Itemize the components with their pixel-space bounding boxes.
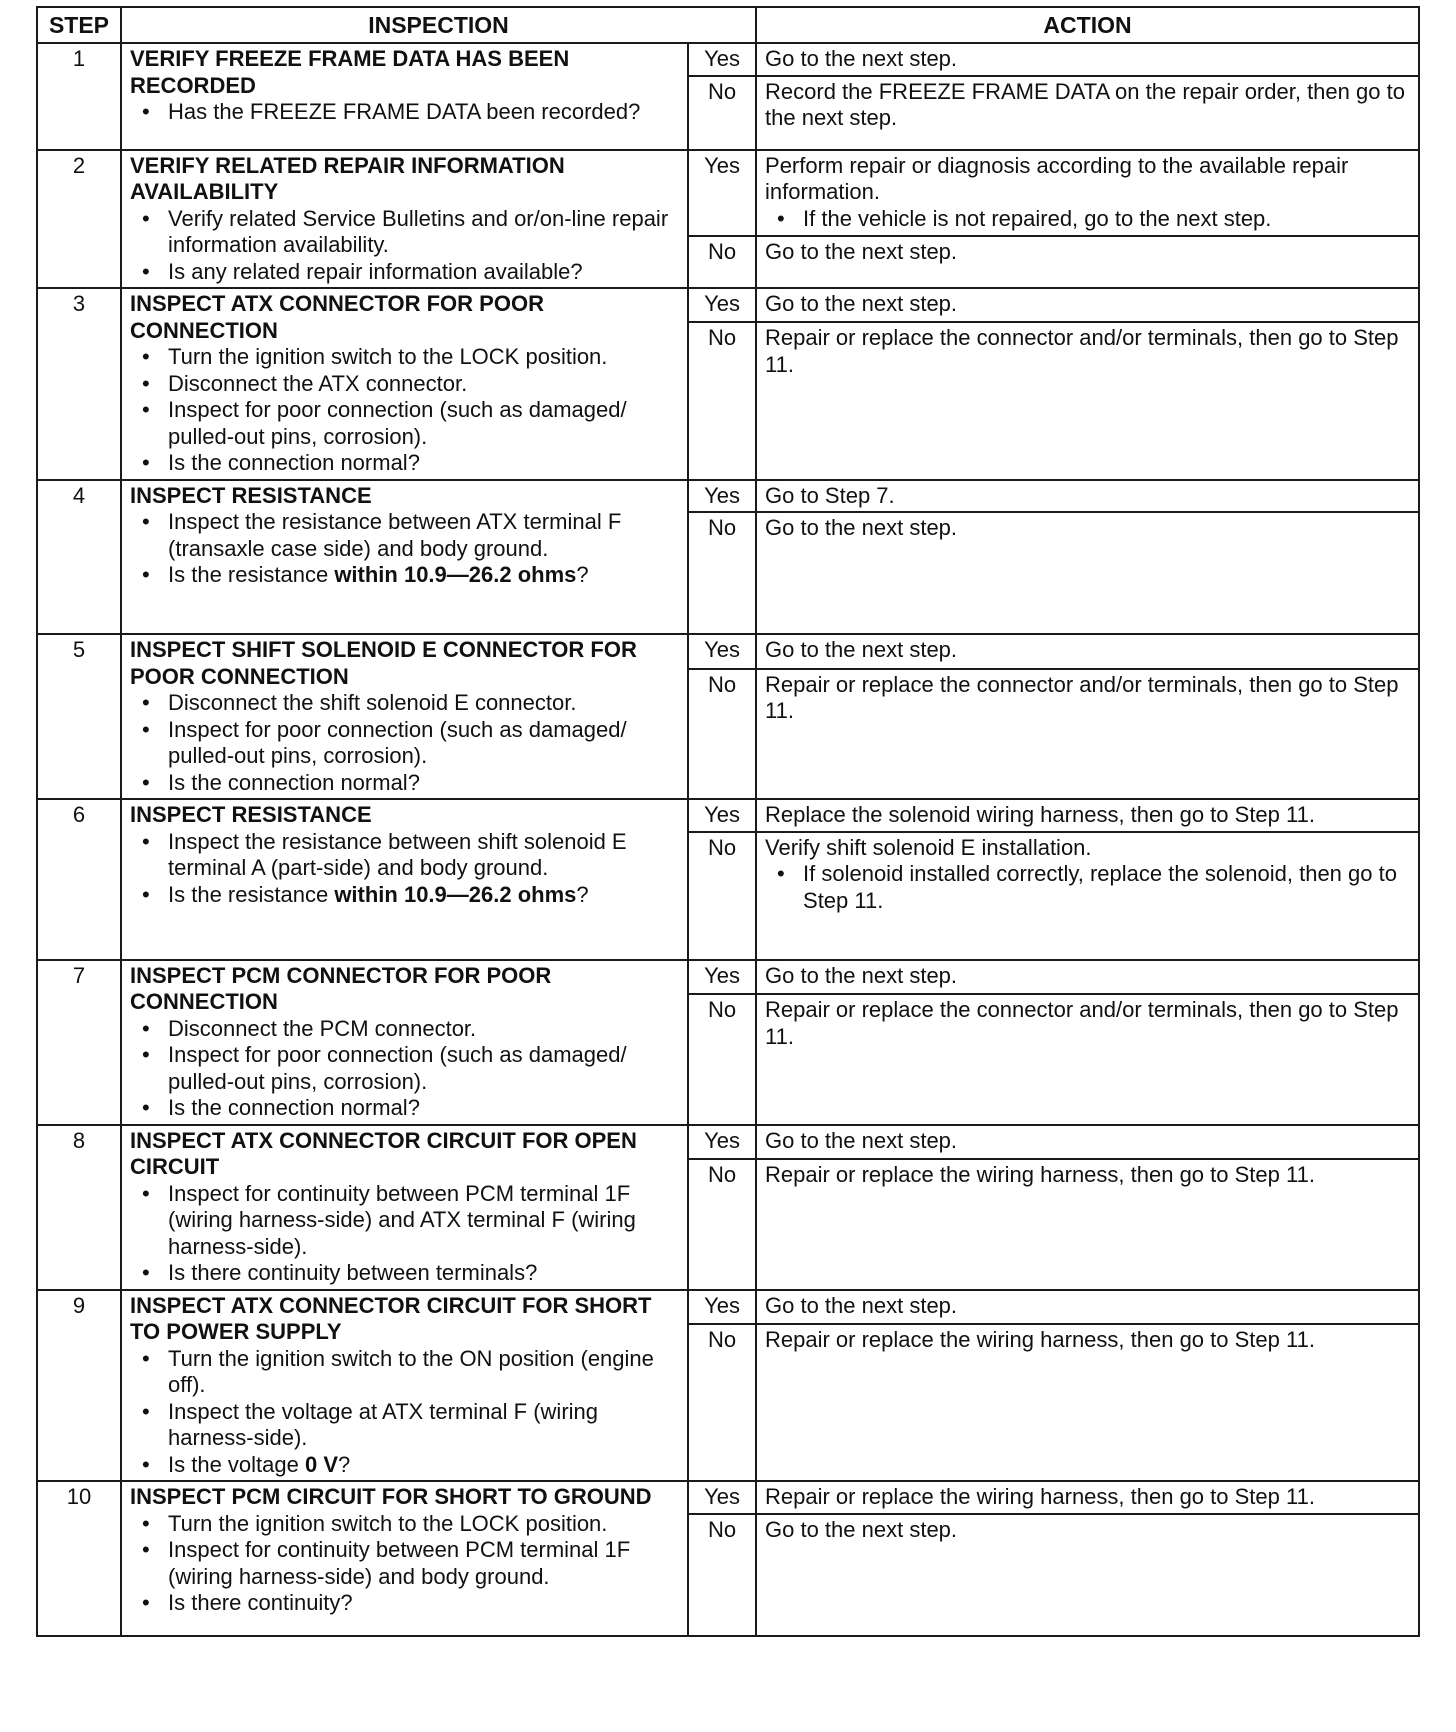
inspection-title: INSPECT PCM CIRCUIT FOR SHORT TO GROUND [130, 1484, 652, 1509]
inspection-title: INSPECT RESISTANCE [130, 802, 372, 827]
yes-label: Yes [688, 480, 756, 513]
inspection-list [130, 99, 681, 126]
yes-action [756, 799, 1419, 832]
yes-label: Yes [688, 43, 756, 76]
inspection-list [130, 1511, 681, 1617]
inspection-cell [121, 634, 688, 799]
action-text: Go to the next step. [765, 238, 958, 264]
step-number: 5 [37, 634, 121, 799]
no-action [756, 1324, 1419, 1481]
no-action [756, 322, 1419, 479]
inspection-list [130, 1346, 681, 1479]
list-item-text: Disconnect the shift solenoid E connector. [168, 690, 577, 715]
no-label: No [688, 236, 756, 288]
list-item [168, 1181, 681, 1261]
list-item [168, 829, 681, 882]
no-label: No [688, 1324, 756, 1481]
list-item [168, 690, 681, 717]
yes-label: Yes [688, 288, 756, 322]
action-text: Record the FREEZE FRAME DATA on the repair order, then go to the next step. [765, 78, 1405, 130]
list-item [168, 562, 681, 589]
action-text: Go to the next step. [765, 291, 958, 316]
yes-action [756, 1481, 1419, 1514]
list-item [168, 1399, 681, 1452]
list-item-text: Has the FREEZE FRAME DATA been recorded? [168, 99, 641, 124]
list-item-text: ? [576, 562, 589, 587]
table-row [37, 150, 1419, 236]
list-item [168, 1537, 681, 1590]
list-item [168, 1095, 681, 1122]
step-header: STEP [37, 7, 121, 43]
inspection-title: VERIFY FREEZE FRAME DATA HAS BEEN RECORDED [130, 46, 570, 98]
spec-value: 0 V [304, 1451, 339, 1477]
step-number: 2 [37, 150, 121, 289]
inspection-header: INSPECTION [121, 7, 756, 43]
inspection-title: INSPECT ATX CONNECTOR CIRCUIT FOR OPEN CIRCUIT [130, 1127, 637, 1179]
list-item [168, 1260, 681, 1287]
action-text: Go to the next step. [765, 1292, 958, 1318]
table-row [37, 634, 1419, 669]
no-action [756, 236, 1419, 288]
list-item-text: Is the resistance [168, 881, 335, 907]
yes-label: Yes [688, 634, 756, 669]
inspection-list [130, 206, 681, 286]
list-item-text: Is there continuity between terminals? [168, 1260, 538, 1285]
spec-value: within 10.9—26.2 ohms [334, 562, 577, 587]
list-item [168, 99, 681, 126]
inspection-cell [121, 960, 688, 1125]
step-number: 8 [37, 1125, 121, 1290]
inspection-title: INSPECT ATX CONNECTOR CIRCUIT FOR SHORT TO POWER SUPPLY [130, 1292, 652, 1344]
action-text: Verify shift solenoid E installation. [765, 834, 1092, 860]
list-item [168, 882, 681, 909]
inspection-list [130, 509, 681, 589]
action-text: Replace the solenoid wiring harness, then go to Step 11. [765, 802, 1315, 827]
action-text: Repair or replace the wiring harness, then go to Step 11. [765, 1484, 1315, 1509]
step-number: 3 [37, 288, 121, 480]
action-text: Go to the next step. [765, 1516, 958, 1542]
yes-action [756, 150, 1419, 236]
list-item [168, 770, 681, 797]
action-text: Go to Step 7. [765, 482, 895, 508]
list-item [168, 1452, 681, 1479]
list-item-text: Is the connection normal? [168, 450, 420, 475]
action-text: Repair or replace the wiring harness, then go to Step 11. [765, 1162, 1315, 1188]
table-row [37, 1481, 1419, 1514]
list-item [168, 1016, 681, 1043]
table-row [37, 43, 1419, 76]
yes-label: Yes [688, 1125, 756, 1160]
step-number: 1 [37, 43, 121, 150]
list-item [168, 259, 681, 286]
list-item-text: Verify related Service Bulletins and or/on-line repair information availability. [168, 205, 669, 257]
no-label: No [688, 1159, 756, 1289]
action-text: Repair or replace the wiring harness, then go to Step 11. [765, 1326, 1315, 1352]
yes-action [756, 1125, 1419, 1160]
list-item-text: Inspect for continuity between PCM terminal 1F (wiring harness-side) and body ground. [168, 1537, 631, 1589]
step-number: 6 [37, 799, 121, 960]
yes-action [756, 288, 1419, 322]
inspection-cell [121, 1481, 688, 1636]
header-row [37, 7, 1419, 43]
no-action [756, 994, 1419, 1124]
list-item-text: Inspect for continuity between PCM terminal 1F (wiring harness-side) and ATX terminal F (wiring harness-side). [168, 1180, 636, 1259]
list-item: • If the vehicle is not repaired, go to the next step. [803, 206, 1412, 233]
inspection-title: INSPECT PCM CONNECTOR FOR POOR CONNECTION [130, 962, 552, 1014]
list-item-text: Turn the ignition switch to the ON position (engine off). [168, 1345, 654, 1397]
diagnostic-procedure-document [36, 6, 1418, 1637]
yes-action [756, 634, 1419, 669]
table-row [37, 1290, 1419, 1324]
no-label: No [688, 832, 756, 960]
list-item-text: ? [338, 1451, 351, 1477]
action-text: Go to the next step. [765, 1127, 958, 1153]
list-item [168, 1590, 681, 1617]
action-text: Repair or replace the connector and/or terminals, then go to Step 11. [765, 671, 1399, 724]
yes-label: Yes [688, 150, 756, 236]
inspection-list [130, 829, 681, 909]
no-action [756, 832, 1419, 960]
step-number: 4 [37, 480, 121, 635]
list-item-text: Is the connection normal? [168, 1095, 420, 1120]
step-number: 10 [37, 1481, 121, 1636]
inspection-cell [121, 150, 688, 289]
table-body [37, 43, 1419, 1636]
inspection-cell [121, 288, 688, 480]
action-text: Repair or replace the connector and/or terminals, then go to Step 11. [765, 997, 1399, 1049]
no-label: No [688, 994, 756, 1124]
list-item [168, 717, 681, 770]
no-label: No [688, 669, 756, 799]
inspection-cell [121, 799, 688, 960]
list-item-text: Inspect for poor connection (such as damaged/ pulled-out pins, corrosion). [168, 397, 627, 449]
list-item-text: Is any related repair information available? [168, 258, 583, 284]
table-row [37, 480, 1419, 513]
diagnostic-table [36, 6, 1420, 1637]
inspection-list [130, 1016, 681, 1122]
list-item-text: Inspect the resistance between shift solenoid E terminal A (part-side) and body ground. [168, 828, 627, 880]
list-item-text: Is the resistance [168, 562, 335, 587]
yes-action [756, 960, 1419, 995]
action-list [765, 861, 1412, 914]
action-text: Go to the next step. [765, 46, 958, 71]
list-item-text: ? [576, 881, 589, 907]
list-item [168, 450, 681, 477]
no-label: No [688, 512, 756, 634]
yes-action [756, 1290, 1419, 1324]
inspection-title: INSPECT RESISTANCE [130, 482, 372, 508]
list-item: • If solenoid installed correctly, replace the solenoid, then go to Step 11. [803, 861, 1412, 914]
list-item [168, 206, 681, 259]
inspection-cell [121, 43, 688, 150]
inspection-list [130, 690, 681, 796]
table-row [37, 799, 1419, 832]
list-item-text: Turn the ignition switch to the LOCK position. [168, 1510, 608, 1536]
spec-value: within 10.9—26.2 ohms [334, 881, 577, 907]
inspection-title: INSPECT SHIFT SOLENOID E CONNECTOR FOR POOR CONNECTION [130, 637, 637, 689]
inspection-list [130, 1181, 681, 1287]
no-action [756, 669, 1419, 799]
list-item [168, 344, 681, 371]
yes-label: Yes [688, 960, 756, 995]
list-item-text: Inspect the resistance between ATX terminal F (transaxle case side) and body ground. [168, 509, 622, 561]
yes-label: Yes [688, 1290, 756, 1324]
action-list [765, 206, 1412, 233]
action-header: ACTION [756, 7, 1419, 43]
inspection-cell [121, 1125, 688, 1290]
yes-label: Yes [688, 1481, 756, 1514]
inspection-cell [121, 1290, 688, 1482]
action-text: Perform repair or diagnosis according to the available repair information. [765, 152, 1349, 204]
no-label: No [688, 76, 756, 150]
action-text: Repair or replace the connector and/or terminals, then go to Step 11. [765, 325, 1399, 377]
inspection-list [130, 344, 681, 477]
list-item-text: Is the voltage [168, 1451, 305, 1477]
list-item [168, 1511, 681, 1538]
yes-action [756, 43, 1419, 76]
no-action [756, 76, 1419, 150]
no-action [756, 1159, 1419, 1289]
no-label: No [688, 1514, 756, 1636]
table-row [37, 288, 1419, 322]
no-action [756, 512, 1419, 634]
list-item-text: Disconnect the ATX connector. [168, 370, 468, 396]
inspection-title: VERIFY RELATED REPAIR INFORMATION AVAILABILITY [130, 152, 565, 204]
list-item [168, 397, 681, 450]
list-item-text: Disconnect the PCM connector. [168, 1015, 477, 1041]
list-item [168, 509, 681, 562]
yes-action [756, 480, 1419, 513]
list-item-text: Inspect for poor connection (such as damaged/ pulled-out pins, corrosion). [168, 716, 627, 768]
table-row [37, 960, 1419, 995]
inspection-cell [121, 480, 688, 635]
list-item-text: Is the connection normal? [168, 769, 420, 795]
step-number: 7 [37, 960, 121, 1125]
step-number: 9 [37, 1290, 121, 1482]
list-item-text: Is there continuity? [168, 1590, 353, 1615]
inspection-title: INSPECT ATX CONNECTOR FOR POOR CONNECTION [130, 291, 544, 343]
list-item [168, 1346, 681, 1399]
list-item [168, 371, 681, 398]
yes-label: Yes [688, 799, 756, 832]
action-text: Go to the next step. [765, 515, 958, 540]
list-item-text: Inspect for poor connection (such as damaged/ pulled-out pins, corrosion). [168, 1042, 627, 1094]
table-row [37, 1125, 1419, 1160]
action-text: Go to the next step. [765, 637, 958, 662]
list-item-text: Inspect the voltage at ATX terminal F (wiring harness-side). [168, 1398, 598, 1450]
list-item [168, 1042, 681, 1095]
no-label: No [688, 322, 756, 479]
no-action [756, 1514, 1419, 1636]
action-text: Go to the next step. [765, 962, 958, 988]
list-item-text: Turn the ignition switch to the LOCK position. [168, 344, 608, 369]
